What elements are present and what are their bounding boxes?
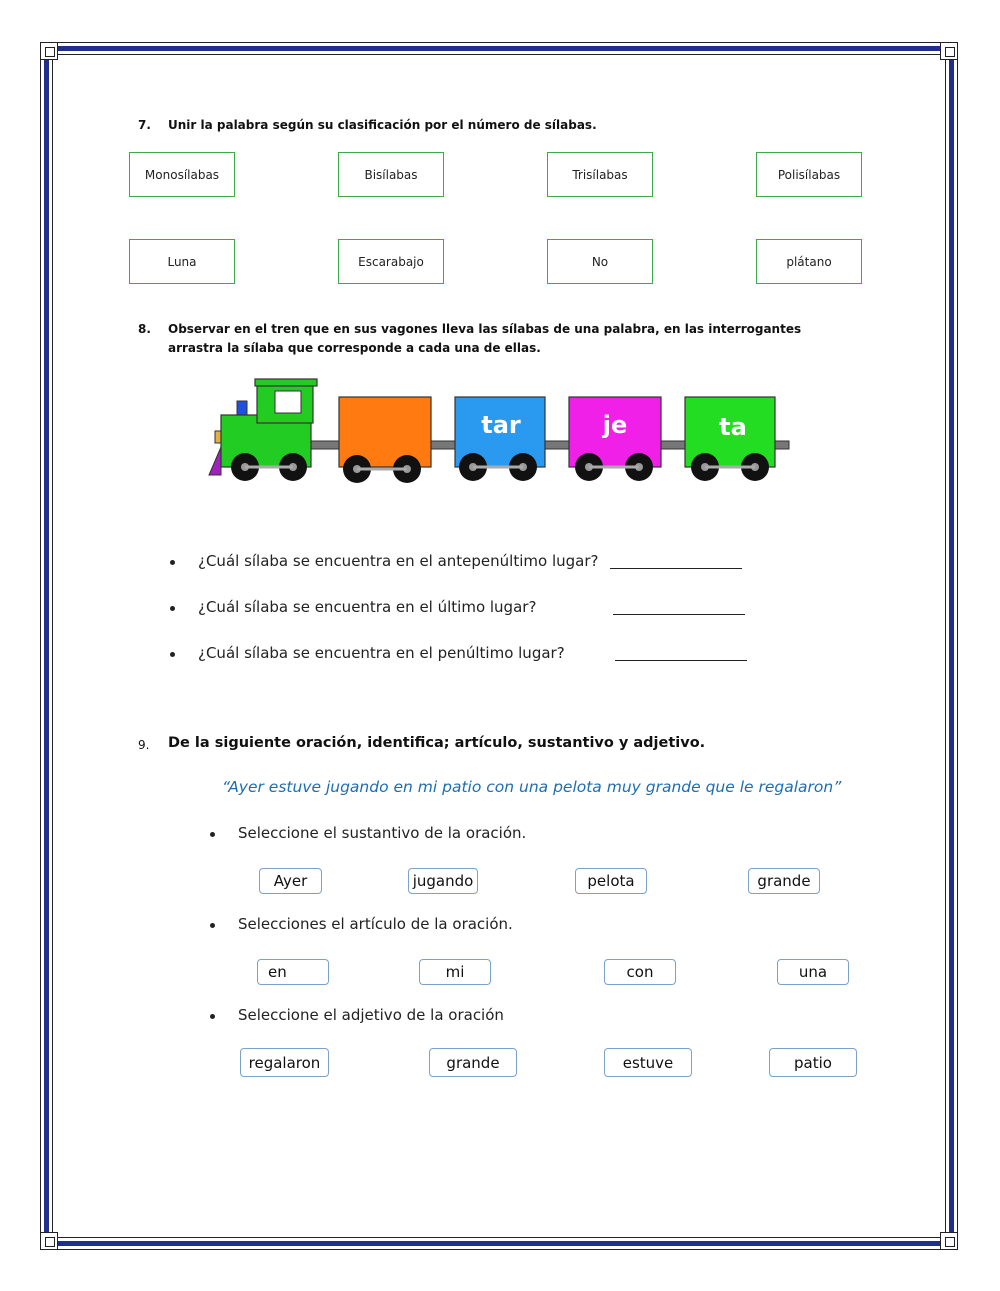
locomotive <box>209 379 317 481</box>
category-box-trisilabas[interactable]: Trisílabas <box>547 152 653 197</box>
question-label: ¿Cuál sílaba se encuentra en el penúltimo lugar? <box>198 644 565 662</box>
wagon-je <box>569 397 661 481</box>
category-box-polisilabas[interactable]: Polisílabas <box>756 152 862 197</box>
answer-blank-1[interactable] <box>610 568 742 569</box>
bullet-icon <box>170 652 175 657</box>
train-illustration <box>205 375 805 495</box>
question-8-heading <box>138 320 858 360</box>
bullet-icon <box>210 1014 215 1019</box>
option-button[interactable]: una <box>777 959 849 985</box>
answer-blank-3[interactable] <box>615 660 747 661</box>
wagon-syllable: ta <box>719 413 747 441</box>
wagon-syllable: je <box>602 411 628 439</box>
select-prompt-adjetivo <box>210 1006 610 1028</box>
word-box-escarabajo[interactable]: Escarabajo <box>338 239 444 284</box>
option-button[interactable]: estuve <box>604 1048 692 1077</box>
prompt-label: Seleccione el sustantivo de la oración. <box>238 824 527 842</box>
bullet-icon <box>170 560 175 565</box>
category-box-monosilabas[interactable]: Monosílabas <box>129 152 235 197</box>
question-number: 9. <box>138 738 150 752</box>
select-prompt-sustantivo <box>210 824 610 846</box>
select-prompt-articulo <box>210 915 610 937</box>
word-box-platano[interactable]: plátano <box>756 239 862 284</box>
bullet-icon <box>170 606 175 611</box>
question-text: Observar en el tren que en sus vagones lleva las sílabas de una palabra, en las interrogantes arrastra la sílaba que corresponde a cada una de ellas. <box>168 322 802 355</box>
border-corner <box>40 42 58 60</box>
example-sentence: “Ayer estuve jugando en mi patio con una pelota muy grande que le regalaron” <box>222 778 842 796</box>
syllable-question-3 <box>170 644 610 666</box>
border-corner <box>40 1232 58 1250</box>
option-button[interactable]: patio <box>769 1048 857 1077</box>
option-button[interactable]: en <box>257 959 329 985</box>
question-label: ¿Cuál sílaba se encuentra en el antepenúltimo lugar? <box>198 552 599 570</box>
wagon-tar <box>455 397 545 481</box>
border-corner <box>940 1232 958 1250</box>
question-label: ¿Cuál sílaba se encuentra en el último lugar? <box>198 598 537 616</box>
option-button[interactable]: grande <box>748 868 820 894</box>
option-button[interactable]: con <box>604 959 676 985</box>
word-box-no[interactable]: No <box>547 239 653 284</box>
option-button[interactable]: grande <box>429 1048 517 1077</box>
prompt-label: Selecciones el artículo de la oración. <box>238 915 513 933</box>
wagon-syllable: tar <box>481 411 521 439</box>
wagon-ta <box>685 397 775 481</box>
question-text: De la siguiente oración, identifica; artículo, sustantivo y adjetivo. <box>168 735 706 751</box>
question-text: Unir la palabra según su clasificación por el número de sílabas. <box>168 118 597 132</box>
question-7-heading <box>138 116 858 136</box>
bullet-icon <box>210 832 215 837</box>
question-number: 7. <box>138 118 151 132</box>
syllable-question-1 <box>170 552 610 574</box>
option-button[interactable]: Ayer <box>259 868 322 894</box>
category-box-bisilabas[interactable]: Bisílabas <box>338 152 444 197</box>
option-button[interactable]: regalaron <box>240 1048 329 1077</box>
option-button[interactable]: jugando <box>408 868 478 894</box>
prompt-label: Seleccione el adjetivo de la oración <box>238 1006 504 1024</box>
option-button[interactable]: pelota <box>575 868 647 894</box>
question-number: 8. <box>138 322 151 336</box>
word-box-luna[interactable]: Luna <box>129 239 235 284</box>
bullet-icon <box>210 923 215 928</box>
border-corner <box>940 42 958 60</box>
wagon-orange <box>339 397 431 483</box>
answer-blank-2[interactable] <box>613 614 745 615</box>
question-9-heading <box>138 734 858 756</box>
syllable-question-2 <box>170 598 610 620</box>
option-button[interactable]: mi <box>419 959 491 985</box>
